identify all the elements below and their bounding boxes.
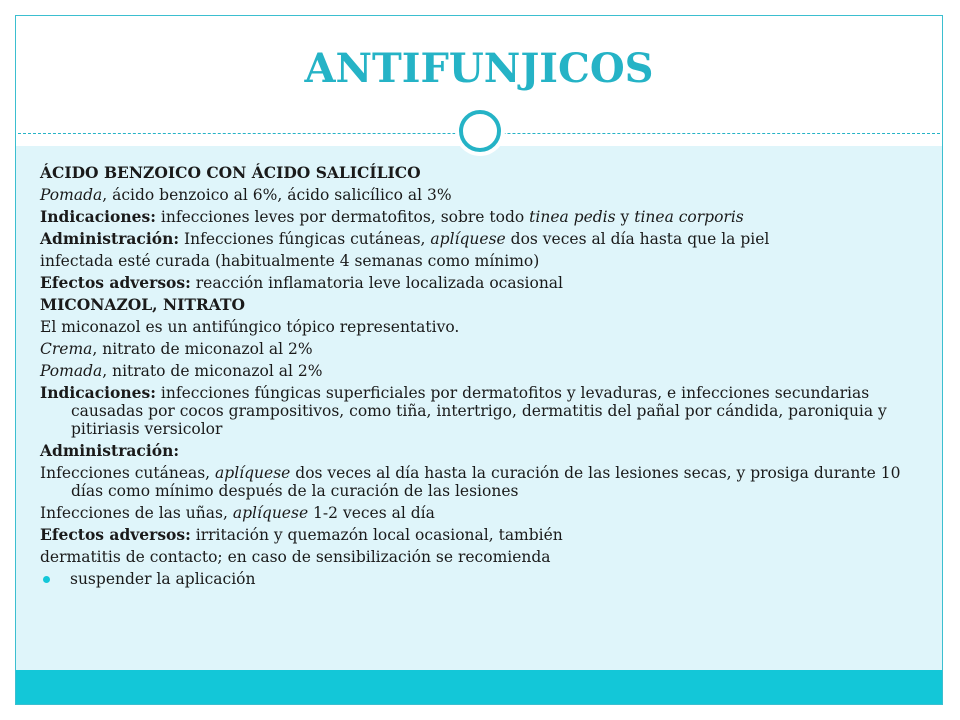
skin-infections-line [40, 464, 920, 500]
footer-bar [16, 670, 942, 704]
administration-verb: aplíquese [430, 230, 506, 248]
adverse-effects-text: reacción inflamatoria leve localizada ocasional [190, 274, 563, 292]
miconazol-intro: El miconazol es un antifúngico tópico representativo. [40, 318, 460, 336]
indications-label: Indicaciones: [40, 207, 156, 226]
indications-term-pedis: tinea pedis [529, 208, 616, 226]
miconazol-adverse-label: Efectos adversos: [40, 525, 191, 544]
administration-line-2: infectada esté curada (habitualmente 4 semanas como mínimo) [40, 252, 540, 270]
indications-term-corporis: tinea corporis [634, 208, 744, 226]
heading-miconazol: MICONAZOL, NITRATO [40, 295, 245, 314]
cream-form: Crema [40, 340, 93, 358]
divider-circle-icon [459, 110, 501, 152]
formulation-detail: , ácido benzoico al 6%, ácido salicílico al 3% [102, 186, 452, 204]
administration-line [40, 228, 920, 250]
formulation-pomada-miconazol [40, 360, 920, 382]
nails-verb: aplíquese [232, 504, 309, 522]
administration-label: Administración: [40, 229, 180, 248]
miconazol-adverse-text: irritación y quemazón local ocasional, también [190, 526, 563, 544]
slide-title: ANTIFUNJICOS [304, 45, 654, 92]
nails-text-2: 1-2 veces al día [308, 504, 435, 522]
bullet-dot-icon [43, 576, 50, 583]
adverse-effects-label: Efectos adversos: [40, 273, 191, 292]
miconazol-adverse-line [40, 524, 920, 546]
indications-line [40, 206, 920, 228]
formulation-form: Pomada [40, 186, 103, 204]
administration-text-1: Infecciones fúngicas cutáneas, [179, 230, 431, 248]
indications-and: y [615, 208, 635, 226]
formulation-pomada [40, 184, 920, 206]
slide-body [40, 162, 920, 590]
miconazol-indications-text: infecciones fúngicas superficiales por dermatofitos y levaduras, e infecciones secundarias causadas por cocos grampositivos, como tiña, intertrigo, dermatitis del pañal por cándida, paroniquia y pitiriasis versicolor [71, 384, 887, 438]
miconazol-adverse-line-2: dermatitis de contacto; en caso de sensibilización se recomienda [40, 548, 551, 566]
miconazol-indications-label: Indicaciones: [40, 383, 156, 402]
miconazol-administration-label: Administración: [40, 441, 180, 460]
adverse-effects-line [40, 272, 920, 294]
skin-text-2: dos veces al día hasta la curación de las lesiones secas, y prosiga durante 10 días como mínimo después de la curación de las lesiones [71, 464, 901, 500]
administration-text-2: dos veces al día hasta que la piel [505, 230, 770, 248]
ointment-form: Pomada [40, 362, 103, 380]
nail-infections-line [40, 502, 920, 524]
ointment-detail: , nitrato de miconazol al 2% [102, 362, 323, 380]
nails-text-1: Infecciones de las uñas, [40, 504, 233, 522]
skin-verb: aplíquese [215, 464, 291, 482]
bullet-item [40, 568, 920, 590]
skin-text-1: Infecciones cutáneas, [40, 464, 216, 482]
bullet-text: suspender la aplicación [70, 570, 256, 588]
miconazol-indications [40, 384, 920, 438]
heading-acido-benzoico: ÁCIDO BENZOICO CON ÁCIDO SALICÍLICO [40, 163, 421, 182]
formulation-crema [40, 338, 920, 360]
cream-detail: , nitrato de miconazol al 2% [92, 340, 313, 358]
indications-text: infecciones leves por dermatofitos, sobre todo [155, 208, 530, 226]
